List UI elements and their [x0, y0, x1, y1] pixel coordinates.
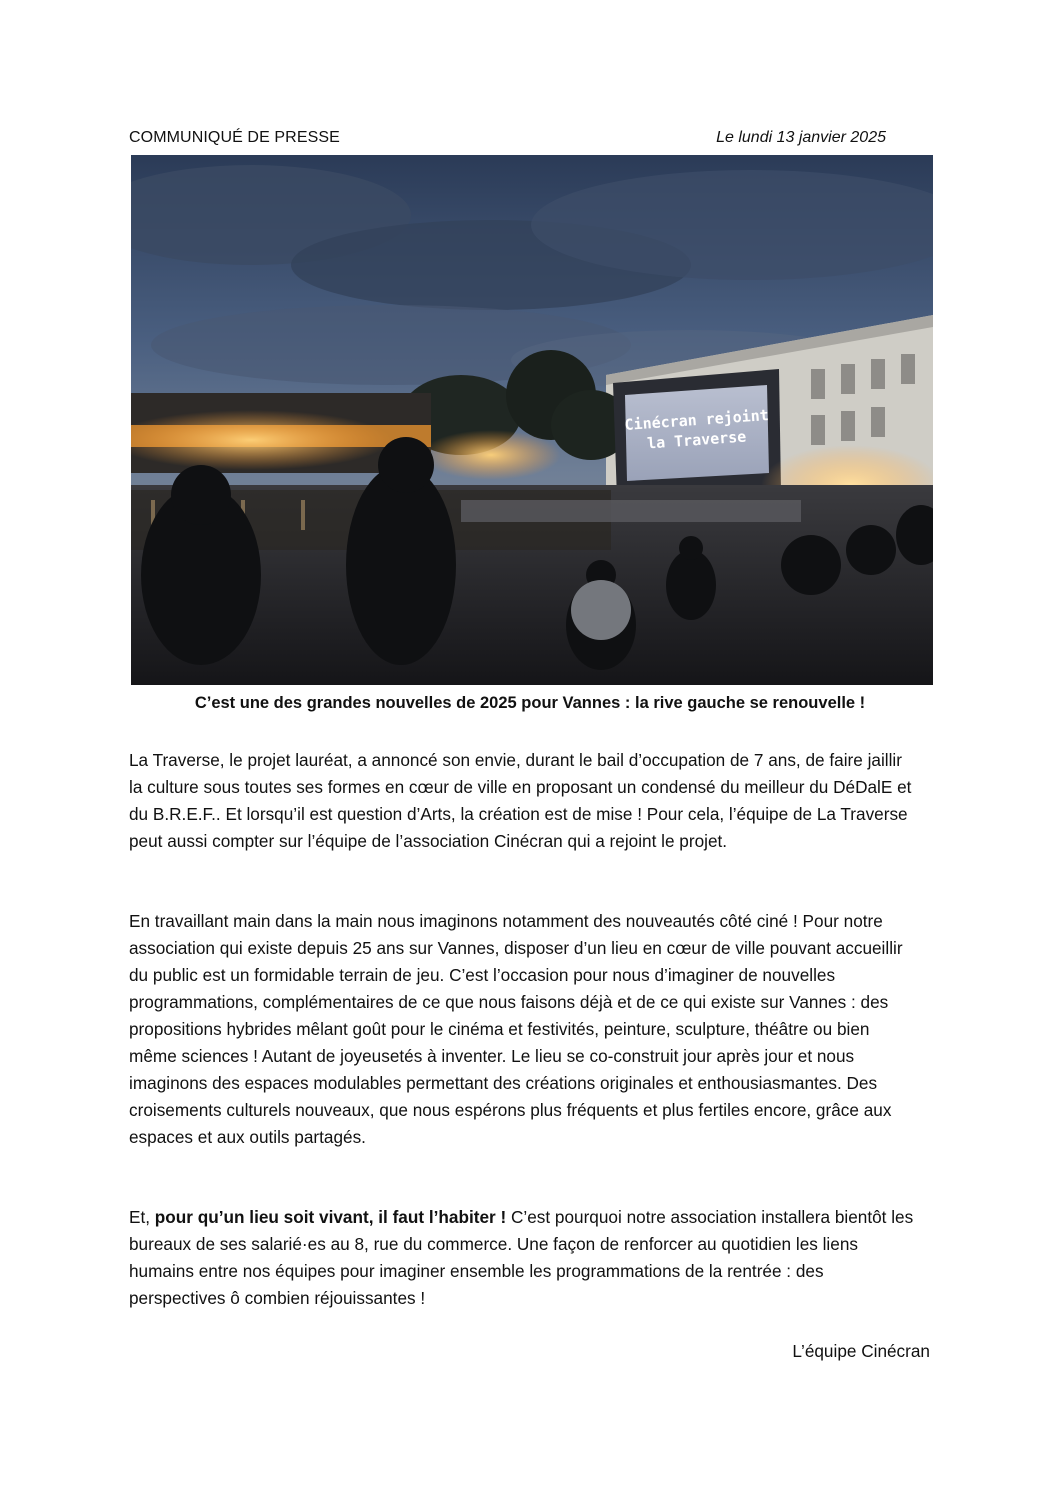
paragraph-3	[129, 1204, 919, 1312]
screen-text-line1: Cinécran rejoint	[623, 405, 770, 435]
paragraph-2: En travaillant main dans la main nous imaginons notamment des nouveautés côté ciné ! Pour notre association qui existe depuis 25 ans sur Vannes, disposer d’un lieu en cœur de ville pouvant accueillir du public est un formidable terrain de jeu. C’est l’occasion pour nous d’imaginer de nouvelles programmations, complémentaires de ce que nous faisons déjà et de ce qui existe sur Vannes : des propositions hybrides mêlant goût pour le cinéma et festivités, peinture, sculpture, théâtre ou bien même sciences ! Autant de joyeusetés à inventer. Le lieu se co-construit jour après jour et nous imaginons des espaces modulables permettant des créations originales et enthousiasmantes. Des croisements culturels nouveaux, que nous espérons plus fréquents et plus fertiles encore, grâce aux espaces et aux outils partagés.	[129, 911, 903, 1147]
photo-caption: C’est une des grandes nouvelles de 2025 pour Vannes : la rive gauche se renouvelle !	[194, 694, 866, 712]
document-label: COMMUNIQUÉ DE PRESSE	[129, 129, 340, 146]
paragraph-3-emphasis: pour qu’un lieu soit vivant, il faut l’habiter !	[154, 1207, 507, 1227]
paragraph-3-rest: C’est pourquoi notre association installera bientôt les bureaux de ses salarié·es au 8, rue du commerce. Une façon de renforcer au quotidien les liens humains entre nos équipes pour imaginer ensemble les programmations de la rentrée : des perspectives ô combien réjouissantes !	[129, 1207, 914, 1308]
signature: L’équipe Cinécran	[792, 1341, 930, 1361]
screen-text-line2: la Traverse	[646, 427, 747, 453]
document-date: Le lundi 13 janvier 2025	[716, 129, 886, 146]
event-photo	[131, 155, 933, 685]
paragraph-3-start: Et,	[129, 1207, 155, 1227]
paragraph-1: La Traverse, le projet lauréat, a annoncé son envie, durant le bail d’occupation de 7 ans, de faire jaillir la culture sous toutes ses formes en cœur de ville en proposant un condensé du meilleur du DéDalE et du B.R.E.F.. Et lorsqu’il est question d’Arts, la création est de mise ! Pour cela, l’équipe de La Traverse peut aussi compter sur l’équipe de l’association Cinécran qui a rejoint le projet.	[129, 750, 912, 851]
